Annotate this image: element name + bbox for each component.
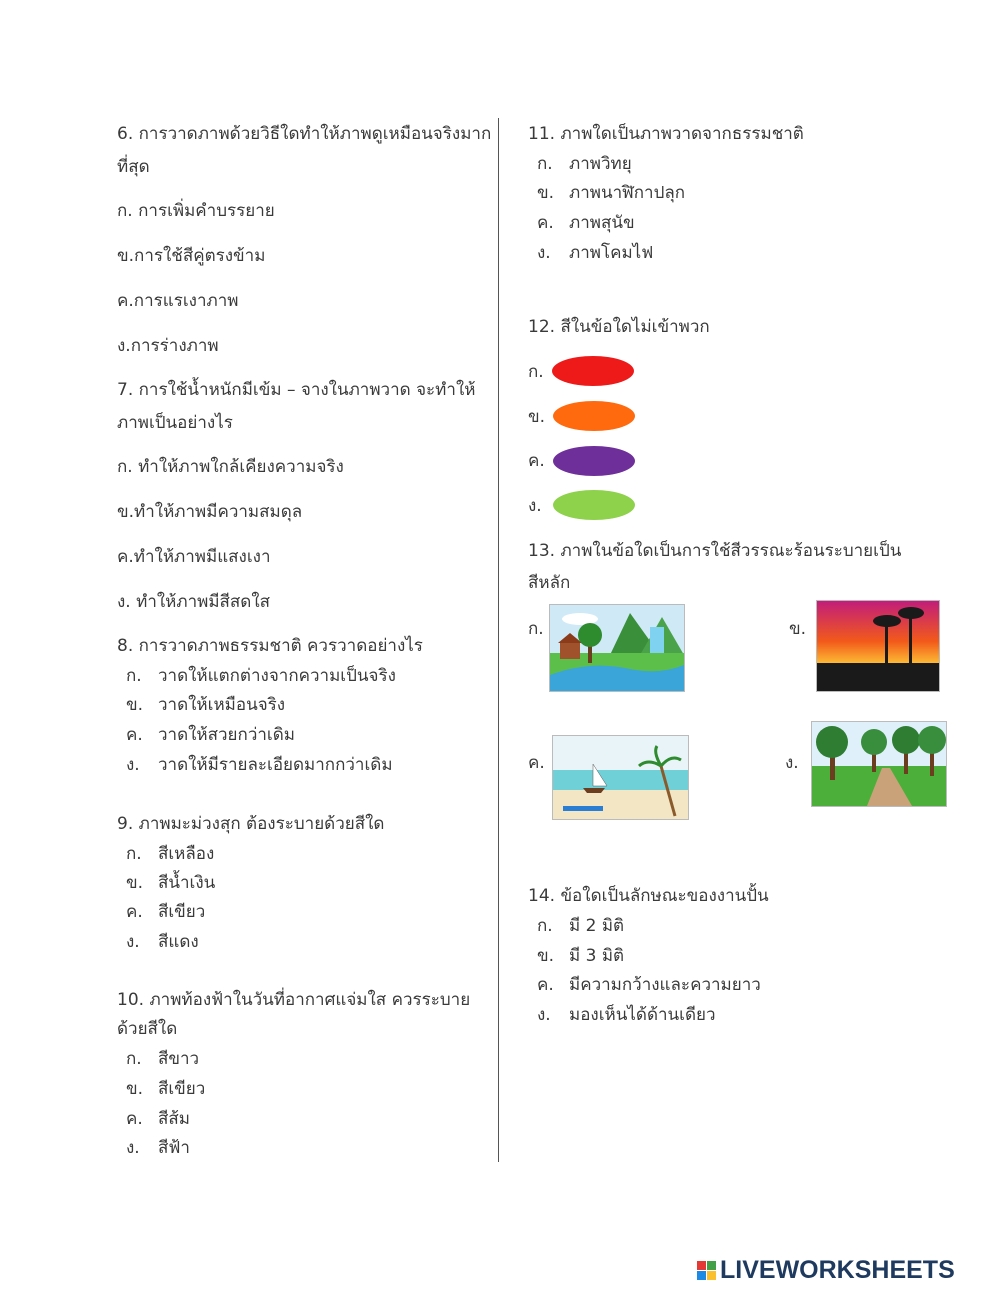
q6-title-line1: 6. การวาดภาพด้วยวิธีใดทำให้ภาพดูเหมือนจริงมาก bbox=[117, 124, 492, 144]
q8-option-c[interactable]: วาดให้สวยกว่าเดิม bbox=[158, 725, 295, 745]
q11-option-b-letter: ข. bbox=[537, 183, 555, 203]
logo-grid-icon bbox=[697, 1261, 716, 1280]
q9-title: 9. ภาพมะม่วงสุก ต้องระบายด้วยสีใด bbox=[117, 814, 385, 834]
q13-letter-c: ค. bbox=[528, 753, 545, 773]
q11-option-a[interactable]: ภาพวิทยุ bbox=[569, 154, 632, 174]
q12-letter-a: ก. bbox=[528, 362, 544, 382]
q8-option-d-letter: ง. bbox=[126, 755, 140, 775]
q13-forest-path-image[interactable] bbox=[811, 721, 947, 807]
q8-option-a[interactable]: วาดให้แตกต่างจากความเป็นจริง bbox=[158, 666, 396, 686]
q10-option-c[interactable]: สีส้ม bbox=[158, 1109, 190, 1129]
q14-option-b[interactable]: มี 3 มิติ bbox=[569, 946, 625, 966]
q13-letter-d: ง. bbox=[785, 753, 799, 773]
q12-letter-d: ง. bbox=[528, 496, 542, 516]
q14-option-d[interactable]: มองเห็นได้ด้านเดียว bbox=[569, 1005, 716, 1025]
q12-purple-oval[interactable] bbox=[553, 446, 635, 476]
q13-waterfall-landscape-image[interactable] bbox=[549, 604, 685, 692]
q9-option-a[interactable]: สีเหลือง bbox=[158, 844, 215, 864]
q12-title: 12. สีในข้อใดไม่เข้าพวก bbox=[528, 317, 710, 337]
q11-option-d-letter: ง. bbox=[537, 243, 551, 263]
q9-option-c-letter: ค. bbox=[126, 902, 143, 922]
q9-option-c[interactable]: สีเขียว bbox=[158, 902, 206, 922]
q10-option-a[interactable]: สีขาว bbox=[158, 1049, 200, 1069]
q14-title: 14. ข้อใดเป็นลักษณะของงานปั้น bbox=[528, 886, 769, 906]
q11-option-c[interactable]: ภาพสุนัข bbox=[569, 213, 635, 233]
q10-title-line1: 10. ภาพท้องฟ้าในวันที่อากาศแจ่มใส ควรระบาย bbox=[117, 990, 471, 1010]
q7-title-line1: 7. การใช้น้ำหนักมีเข้ม – จางในภาพวาด จะทำให้ bbox=[117, 380, 476, 400]
q9-option-b[interactable]: สีน้ำเงิน bbox=[158, 873, 216, 893]
q12-orange-oval[interactable] bbox=[553, 401, 635, 431]
q13-letter-b: ข. bbox=[789, 619, 807, 639]
q10-option-d[interactable]: สีฟ้า bbox=[158, 1138, 190, 1158]
q11-option-d[interactable]: ภาพโคมไฟ bbox=[569, 243, 654, 263]
q7-option-a[interactable]: ก. ทำให้ภาพใกล้เคียงความจริง bbox=[117, 457, 344, 477]
q8-option-b[interactable]: วาดให้เหมือนจริง bbox=[158, 695, 286, 715]
q14-option-d-letter: ง. bbox=[537, 1005, 551, 1025]
q10-option-a-letter: ก. bbox=[126, 1049, 142, 1069]
q10-option-d-letter: ง. bbox=[126, 1138, 140, 1158]
q14-option-b-letter: ข. bbox=[537, 946, 555, 966]
q13-beach-sailboat-image[interactable] bbox=[552, 735, 689, 820]
q8-option-a-letter: ก. bbox=[126, 666, 142, 686]
q6-option-a[interactable]: ก. การเพิ่มคำบรรยาย bbox=[117, 201, 275, 221]
q11-option-b[interactable]: ภาพนาฬิกาปลุก bbox=[569, 183, 686, 203]
column-divider bbox=[498, 118, 499, 1162]
q8-title: 8. การวาดภาพธรรมชาติ ควรวาดอย่างไร bbox=[117, 636, 423, 656]
q6-option-b[interactable]: ข.การใช้สีคู่ตรงข้าม bbox=[117, 246, 266, 266]
q11-option-c-letter: ค. bbox=[537, 213, 554, 233]
q6-option-c[interactable]: ค.การแรเงาภาพ bbox=[117, 291, 239, 311]
q6-option-d[interactable]: ง.การร่างภาพ bbox=[117, 336, 219, 356]
q14-option-c[interactable]: มีความกว้างและความยาว bbox=[569, 975, 761, 995]
q12-red-oval[interactable] bbox=[552, 356, 634, 386]
q7-option-c[interactable]: ค.ทำให้ภาพมีแสงเงา bbox=[117, 547, 271, 567]
q8-option-d[interactable]: วาดให้มีรายละเอียดมากกว่าเดิม bbox=[158, 755, 393, 775]
q14-option-c-letter: ค. bbox=[537, 975, 554, 995]
q13-letter-a: ก. bbox=[528, 619, 544, 639]
q13-title-line1: 13. ภาพในข้อใดเป็นการใช้สีวรรณะร้อนระบายเป็น bbox=[528, 541, 902, 561]
q14-option-a-letter: ก. bbox=[537, 916, 553, 936]
q9-option-d-letter: ง. bbox=[126, 932, 140, 952]
q7-option-d[interactable]: ง. ทำให้ภาพมีสีสดใส bbox=[117, 592, 270, 612]
q11-option-a-letter: ก. bbox=[537, 154, 553, 174]
q6-title-line2: ที่สุด bbox=[117, 157, 150, 177]
q13-sunset-palm-image[interactable] bbox=[816, 600, 940, 692]
logo-text: LIVEWORKSHEETS bbox=[720, 1256, 955, 1284]
q8-option-b-letter: ข. bbox=[126, 695, 144, 715]
q9-option-a-letter: ก. bbox=[126, 844, 142, 864]
q7-title-line2: ภาพเป็นอย่างไร bbox=[117, 413, 233, 433]
q12-letter-c: ค. bbox=[528, 451, 545, 471]
q12-green-oval[interactable] bbox=[553, 490, 635, 520]
q11-title: 11. ภาพใดเป็นภาพวาดจากธรรมชาติ bbox=[528, 124, 804, 144]
liveworksheets-logo bbox=[697, 1256, 955, 1285]
q12-letter-b: ข. bbox=[528, 407, 546, 427]
q14-option-a[interactable]: มี 2 มิติ bbox=[569, 916, 625, 936]
q10-option-b-letter: ข. bbox=[126, 1079, 144, 1099]
q8-option-c-letter: ค. bbox=[126, 725, 143, 745]
q10-title-line2: ด้วยสีใด bbox=[117, 1019, 178, 1039]
q13-title-line2: สีหลัก bbox=[528, 573, 571, 593]
q10-option-c-letter: ค. bbox=[126, 1109, 143, 1129]
q9-option-d[interactable]: สีแดง bbox=[158, 932, 199, 952]
q9-option-b-letter: ข. bbox=[126, 873, 144, 893]
q10-option-b[interactable]: สีเขียว bbox=[158, 1079, 206, 1099]
q7-option-b[interactable]: ข.ทำให้ภาพมีความสมดุล bbox=[117, 502, 303, 522]
